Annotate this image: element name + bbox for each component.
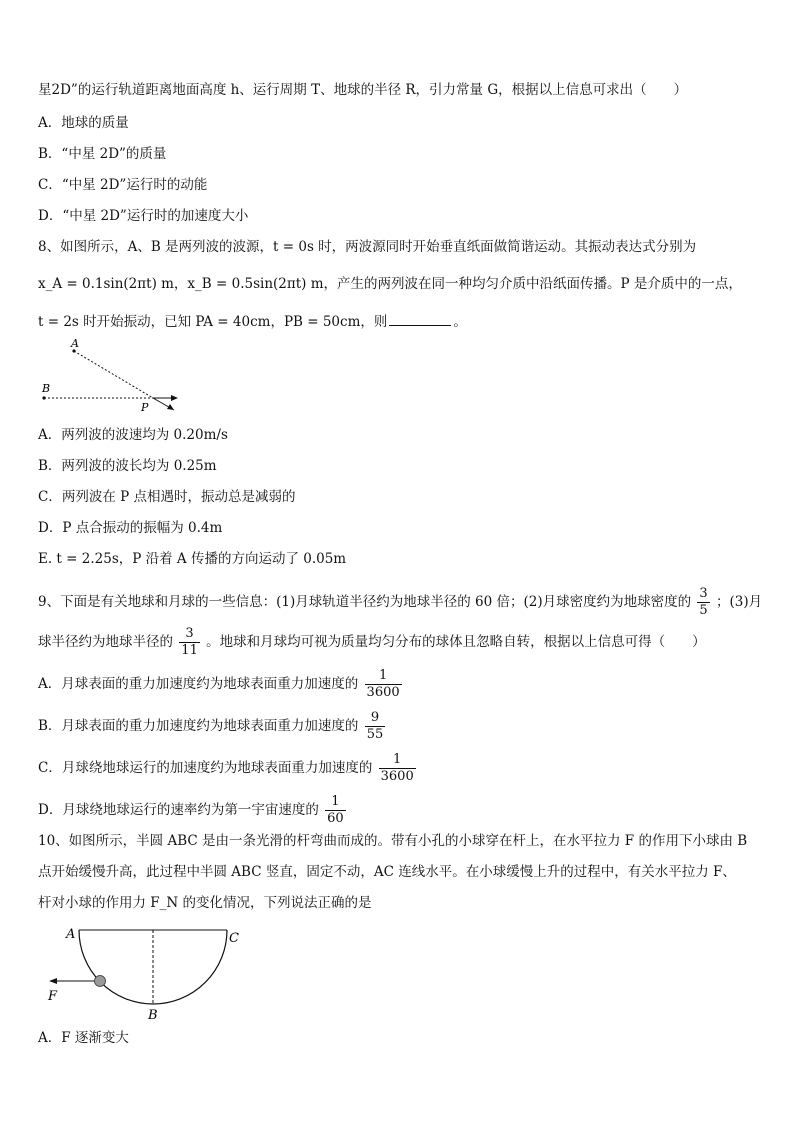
q9-line1-end: ；(3)月 <box>715 594 763 610</box>
q8-option-b[interactable]: B．两列波的波长均为 0.25m <box>38 458 217 474</box>
q8-option-c[interactable]: C．两列波在 P 点相遇时，振动总是减弱的 <box>38 489 296 505</box>
fig-label-b: B <box>42 382 51 395</box>
q9-option-a[interactable]: A．月球表面的重力加速度约为地球表面重力加速度的 $\frac{1}{3600}$ <box>38 668 400 700</box>
q9-stem-line2 <box>38 626 706 659</box>
q10-stem-line2: 点开始缓慢升高，此过程中半圆 ABC 竖直，固定不动，AC 连线水平。在小球缓慢上升的过程中，有关水平拉力 F、 <box>38 864 736 880</box>
q9-stem-line1 <box>38 586 762 619</box>
fraction: $\frac{3}{11}$ <box>181 626 198 658</box>
q10-stem-line1: 10、如图所示，半圆 ABC 是由一条光滑的杆弯曲而成的。带有小孔的小球穿在杆上，在水平拉力 F 的作用下小球由 B <box>38 833 748 849</box>
q7-stem: 星2D”的运行轨道距离地面高度 h、运行周期 T、地球的半径 R，引力常量 G，根据以上信息可求出（ ） <box>38 82 688 98</box>
fig-label-p: P <box>141 401 149 414</box>
fraction: $\frac{9}{55}$ <box>366 710 384 742</box>
fig-label-f: F <box>48 989 58 1004</box>
q8-stem-line1: 8、如图所示，A、B 是两列波的波源，t = 0s 时，两波源同时开始垂直纸面做简谐运动。其振动表达式分别为 <box>38 239 697 255</box>
fraction: $\frac{1}{3600}$ <box>366 668 400 700</box>
answer-blank[interactable] <box>389 311 451 326</box>
q9-option-b[interactable]: B．月球表面的重力加速度约为地球表面重力加速度的 $\frac{9}{55}$ <box>38 710 384 742</box>
q7-option-c[interactable]: C．“中星 2D”运行时的动能 <box>38 177 208 193</box>
q8-stem-line2: x_A = 0.1sin(2πt) m，x_B = 0.5sin(2πt) m，产生的两列波在同一种均匀介质中沿纸面传播。P 是介质中的一点， <box>38 276 742 292</box>
q9-option-c[interactable]: C．月球绕地球运行的加速度约为地球表面重力加速度的 $\frac{1}{3600}$ <box>38 752 414 784</box>
q8-option-d[interactable]: D．P 点合振动的振幅为 0.4m <box>38 520 223 536</box>
q10-semicircle-figure <box>44 922 254 1022</box>
q7-option-b[interactable]: B．“中星 2D”的质量 <box>38 146 167 162</box>
q9-line2-text: 球半径约为地球半径的 <box>38 634 173 650</box>
fraction: $\frac{1}{3600}$ <box>380 752 414 784</box>
q7-option-d[interactable]: D．“中星 2D”运行时的加速度大小 <box>38 208 249 224</box>
q8-wave-figure <box>36 338 186 416</box>
fig-label-a: A <box>71 338 79 350</box>
q8-stem-line3-end: 。 <box>453 314 467 330</box>
q10-option-a[interactable]: A．F 逐渐变大 <box>38 1030 129 1046</box>
q9-option-d[interactable]: D．月球绕地球运行的速率约为第一宇宙速度的 $\frac{1}{60}$ <box>38 794 344 826</box>
q7-option-a[interactable]: A．地球的质量 <box>38 115 129 131</box>
q9-line1-text: 9、下面是有关地球和月球的一些信息：(1)月球轨道半径约为地球半径的 60 倍；(2)月球密度约为地球密度的 <box>38 594 692 610</box>
q8-stem-line3-text: t = 2s 时开始振动，已知 PA = 40cm，PB = 50cm，则 <box>38 314 388 330</box>
q10-stem-line3: 杆对小球的作用力 F_N 的变化情况，下列说法正确的是 <box>38 895 372 911</box>
q8-option-a[interactable]: A．两列波的波速均为 0.20m/s <box>38 427 228 443</box>
fraction: $\frac{3}{5}$ <box>699 586 708 618</box>
fig-label-c: C <box>229 931 239 946</box>
q9-line2-end: 。地球和月球均可视为质量均匀分布的球体且忽略自转，根据以上信息可得（ ） <box>206 634 706 650</box>
fig-label-a: A <box>66 927 76 942</box>
fig-label-b: B <box>148 1008 158 1022</box>
q8-stem-line3 <box>38 311 467 332</box>
q8-option-e[interactable]: E. t = 2.25s，P 沿着 A 传播的方向运动了 0.05m <box>38 551 347 567</box>
fraction: $\frac{1}{60}$ <box>327 794 344 826</box>
